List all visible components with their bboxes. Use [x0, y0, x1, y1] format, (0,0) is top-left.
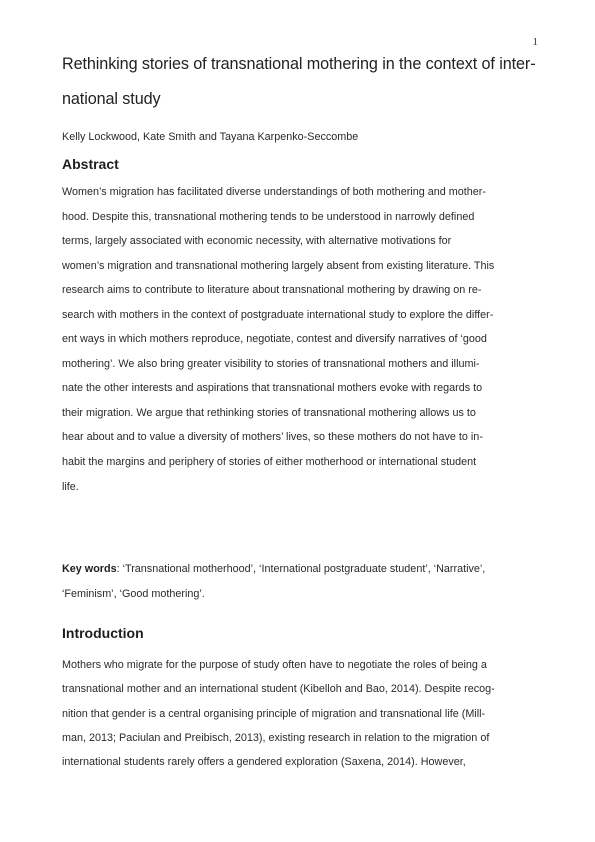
abstract-line: women’s migration and transnational mothering largely absent from existing literature. This	[62, 259, 495, 272]
author-list: Kelly Lockwood, Kate Smith and Tayana Karpenko-Seccombe	[62, 131, 359, 143]
paper-title-line-1: Rethinking stories of transnational mothering in the context of inter-	[62, 55, 536, 73]
introduction-line: transnational mother and an international student (Kibelloh and Bao, 2014). Despite recog-	[62, 683, 495, 696]
abstract-line: habit the margins and periphery of stories of either motherhood or international student	[62, 456, 477, 469]
keywords-line-2: ‘Feminism’, ‘Good mothering’.	[62, 587, 205, 600]
abstract-line: terms, largely associated with economic necessity, with alternative motivations for	[62, 235, 452, 248]
abstract-line: nate the other interests and aspirations that transnational mothers evoke with regards to	[62, 382, 483, 395]
abstract-line: ent ways in which mothers reproduce, negotiate, contest and diversify narratives of ‘good	[62, 333, 487, 346]
abstract-line: Women’s migration has facilitated diverse understandings of both mothering and mother-	[62, 186, 486, 198]
introduction-line: man, 2013; Paciulan and Preibisch, 2013), existing research in relation to the migration of	[62, 731, 490, 744]
introduction-body	[62, 653, 542, 774]
introduction-line: Mothers who migrate for the purpose of study often have to negotiate the roles of being a	[62, 659, 487, 671]
keywords-list-part-1: : ‘Transnational motherhood’, ‘International postgraduate student’, ‘Narrative’,	[116, 563, 486, 575]
abstract-line: search with mothers in the context of postgraduate international study to explore the differ-	[62, 308, 494, 321]
abstract-line: hear about and to value a diversity of mothers’ lives, so these mothers do not have to in-	[62, 431, 483, 444]
paper-title	[62, 47, 542, 117]
abstract-line: their migration. We argue that rethinking stories of transnational mothering allows us to	[62, 406, 476, 419]
keywords-line-1	[62, 557, 542, 582]
page-number: 1	[532, 36, 538, 48]
introduction-line: international students rarely offers a gendered exploration (Saxena, 2014). However,	[62, 756, 466, 769]
abstract-line: hood. Despite this, transnational mothering tends to be understood in narrowly defined	[62, 210, 475, 223]
abstract-body	[62, 180, 542, 499]
abstract-line: research aims to contribute to literature about transnational mothering by drawing on re-	[62, 284, 482, 297]
keywords-label: Key words	[62, 563, 117, 575]
abstract-line: life.	[62, 480, 79, 493]
abstract-heading: Abstract	[62, 156, 119, 172]
abstract-line: mothering’. We also bring greater visibility to stories of transnational mothers and illumi-	[62, 357, 480, 370]
keywords-block	[62, 557, 542, 606]
introduction-line: nition that gender is a central organising principle of migration and transnational life (Mill-	[62, 707, 486, 720]
paper-title-line-2: national study	[62, 90, 161, 108]
introduction-heading: Introduction	[62, 625, 144, 641]
